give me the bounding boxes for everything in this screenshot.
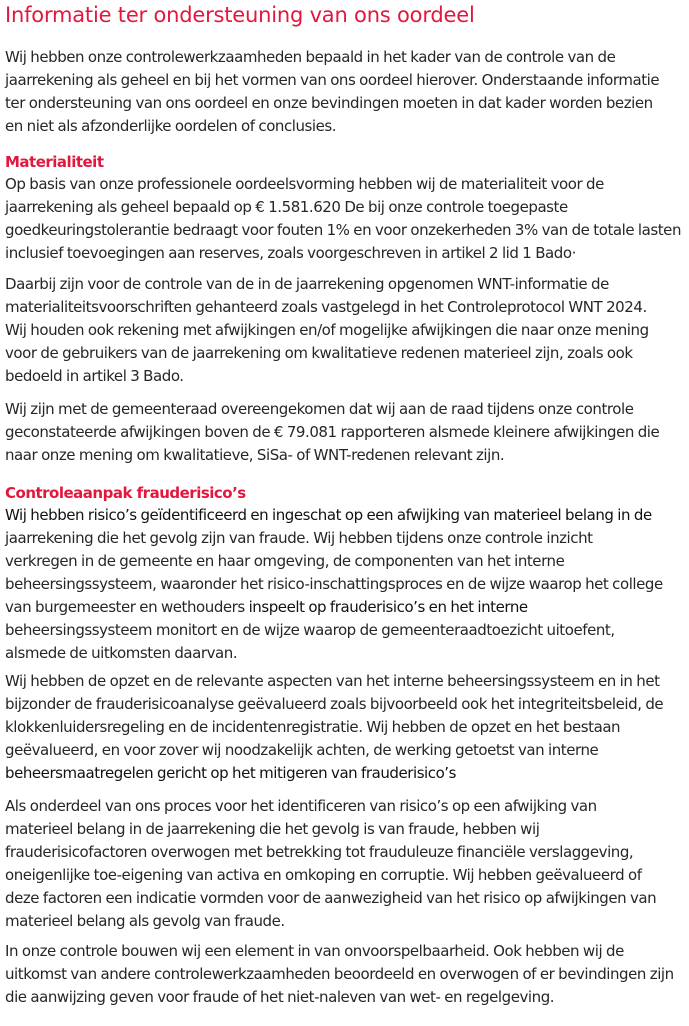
text-line: Op basis van onze professionele oordeelsvorming hebben wij de materialiteit voor de: [5, 175, 604, 193]
text-line: Wij hebben risico’s geïdentificeerd en ingeschat op een afwijking van materieel belang in de: [5, 506, 652, 524]
text-line: Wij hebben de opzet en de relevante aspecten van het interne beheersingssysteem en in het: [5, 672, 660, 690]
text-line: Wij zijn met de gemeenteraad overeengekomen dat wij aan de raad tijdens onze controle: [5, 400, 634, 418]
text-line: die aanwijzing geven voor fraude of het niet-naleven van wet- en regelgeving.: [5, 988, 555, 1006]
text-line: Daarbij zijn voor de controle van de in de jaarrekening opgenomen WNT-informatie de: [5, 275, 609, 293]
text-line: jaarrekening die het gevolg zijn van fraude. Wij hebben tijdens onze controle inzicht: [5, 529, 593, 547]
text-line: klokkenluidersregeling en de incidentenregistratie. Wij hebben de opzet en het bestaan: [5, 718, 621, 736]
text-line: inclusief toevoegingen aan reserves, zoals voorgeschreven in artikel 2 lid 1 Bado·: [5, 244, 576, 262]
text-line: Wij houden ook rekening met afwijkingen en/of mogelijke afwijkingen die naar onze mening: [5, 321, 649, 339]
text-line: geconstateerde afwijkingen boven de € 79.081 rapporteren alsmede kleinere afwijkingen die: [5, 423, 660, 441]
text-line: Als onderdeel van ons proces voor het identificeren van risico’s op een afwijking van: [5, 797, 597, 815]
text-line: voor de gebruikers van de jaarrekening om kwalitatieve redenen materieel zijn, zoals ook: [5, 344, 633, 362]
text-line: jaarrekening als geheel en bij het vormen van ons oordeel hierover. Onderstaande informatie: [5, 71, 660, 89]
materialiteit-paragraph-2: [5, 273, 689, 388]
fraude-paragraph-2: [5, 670, 689, 785]
text-line: deze factoren een indicatie vormden voor de aanwezigheid van het risico op afwijkingen van: [5, 889, 657, 907]
text-line: Wij hebben onze controlewerkzaamheden bepaald in het kader van de controle van de: [5, 48, 616, 66]
text-line: materieel belang in de jaarrekening die het gevolg is van fraude, hebben wij: [5, 820, 540, 838]
text-line: bijzonder de frauderisicoanalyse geëvalueerd zoals bijvoorbeeld ook het integriteitsbeleid, de: [5, 695, 664, 713]
text-line: ter ondersteuning van ons oordeel en onze bevindingen moeten in dat kader worden bezien: [5, 94, 653, 112]
fraude-section: [5, 482, 689, 665]
text-line: beheersmaatregelen gericht op het mitigeren van frauderisico’s: [5, 764, 456, 782]
text-line: goedkeuringstolerantie bedraagt voor fouten 1% en voor onzekerheden 3% van de totale lasten: [5, 221, 682, 239]
text-line: uitkomst van andere controlewerkzaamheden beoordeeld en overwogen of er bevindingen zijn: [5, 965, 674, 983]
text-line: oneigenlijke toe-eigening van activa en omkoping en corruptie. Wij hebben geëvalueerd of: [5, 866, 642, 884]
materialiteit-paragraph-3: [5, 398, 689, 467]
text-line: geëvalueerd, en voor zover wij noodzakelijk achten, de werking getoetst van interne: [5, 741, 599, 759]
text-line: bedoeld in artikel 3 Bado.: [5, 367, 184, 385]
text-line: en niet als afzonderlijke oordelen of conclusies.: [5, 117, 337, 135]
text-segment: van burgemeester en wethouders: [5, 598, 249, 616]
text-line: jaarrekening als geheel bepaald op € 1.581.620 De bij onze controle toegepaste: [5, 198, 568, 216]
text-line: naar onze mening om kwalitatieve, SiSa- of WNT-redenen relevant zijn.: [5, 446, 505, 464]
fraude-paragraph-1: [5, 504, 689, 665]
section-heading-fraude: Controleaanpak frauderisico’s: [5, 484, 246, 502]
text-line: verkregen in de gemeente en haar omgeving, de componenten van het interne: [5, 552, 565, 570]
text-line: materieel belang als gevolg van fraude.: [5, 912, 285, 930]
text-line: beheersingssysteem, waaronder het risico-inschattingsproces en de wijze waarop het college: [5, 575, 663, 593]
intro-paragraph: [5, 46, 689, 138]
text-line: frauderisicofactoren overwogen met betrekking tot frauduleuze financiële verslaggeving,: [5, 843, 634, 861]
text-line: beheersingssysteem monitort en de wijze waarop de gemeenteraadtoezicht uitoefent,: [5, 621, 615, 639]
text-line: alsmede de uitkomsten daarvan.: [5, 644, 238, 662]
materialiteit-paragraph-1: [5, 173, 689, 265]
text-segment-emphasis: inspeelt op frauderisico’s en het interne: [248, 598, 528, 616]
text-line: [5, 596, 689, 619]
text-line: In onze controle bouwen wij een element in van onvoorspelbaarheid. Ook hebben wij de: [5, 942, 624, 960]
text-line: materialiteitsvoorschriften gehanteerd zoals vastgelegd in het Controleprotocol WNT 2024.: [5, 298, 647, 316]
fraude-paragraph-3: [5, 795, 689, 933]
fraude-paragraph-4: [5, 940, 689, 1009]
materialiteit-section: [5, 151, 689, 265]
page-title: Informatie ter ondersteuning van ons oordeel: [5, 3, 475, 27]
section-heading-materialiteit: Materialiteit: [5, 153, 104, 171]
